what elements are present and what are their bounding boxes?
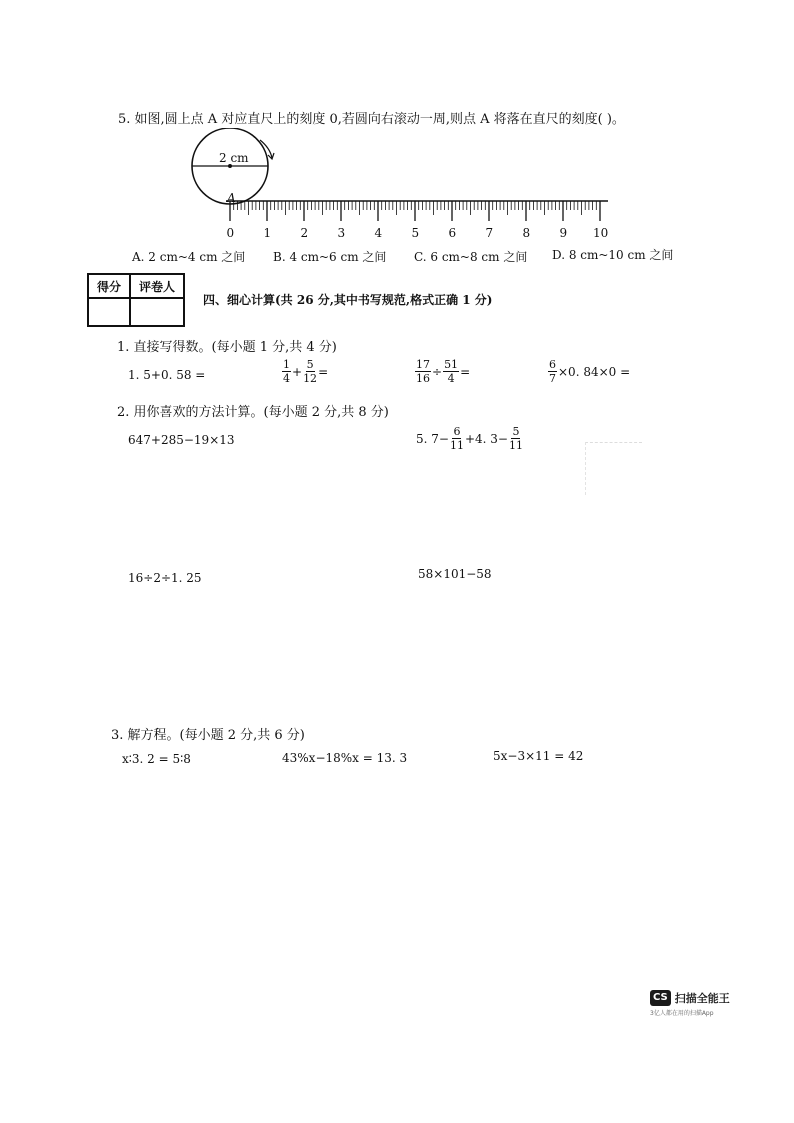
part2-problem-2: 5. 7− $\frac{6}{11}$ +4. 3− $\frac{5}{11}$ bbox=[416, 425, 523, 452]
ruler-tick-label: 2 bbox=[300, 226, 309, 240]
grader-cell bbox=[130, 298, 184, 326]
scanner-watermark bbox=[650, 990, 730, 1017]
part1-problem-4: $\frac{6}{7}$ ×0. 84×0 = bbox=[549, 358, 631, 385]
part1-problem-1: 1. 5+0. 58 = bbox=[128, 368, 206, 382]
part1-problem-2: $\frac{1}{4}$ + $\frac{5}{12}$ = bbox=[283, 358, 329, 385]
ruler-tick-label: 1 bbox=[263, 226, 272, 240]
ruler-tick-label: 10 bbox=[593, 226, 609, 240]
ruler-tick-label: 0 bbox=[226, 226, 235, 240]
part2-problem-3: 16÷2÷1. 25 bbox=[128, 571, 202, 585]
part1-title: 1. 直接写得数。(每小题 1 分,共 4 分) bbox=[117, 340, 337, 355]
q5-text: 5. 如图,圆上点 A 对应直尺上的刻度 0,若圆向右滚动一周,则点 A 将落在直尺的刻度( )。 bbox=[118, 112, 625, 127]
point-a-label: A bbox=[227, 191, 236, 205]
option-b: B. 4 cm~6 cm 之间 bbox=[273, 250, 387, 264]
ruler bbox=[226, 200, 611, 226]
diameter-label: 2 cm bbox=[219, 151, 249, 165]
option-c: C. 6 cm~8 cm 之间 bbox=[414, 250, 528, 264]
option-a: A. 2 cm~4 cm 之间 bbox=[132, 250, 246, 264]
part2-problem-4: 58×101−58 bbox=[418, 567, 492, 581]
watermark-name: 扫描全能王 bbox=[674, 992, 730, 1005]
cs-logo-icon: CS bbox=[650, 990, 671, 1006]
ruler-tick-label: 8 bbox=[522, 226, 531, 240]
part3-problem-1: x∶3. 2 = 5∶8 bbox=[122, 752, 191, 766]
ruler-tick-label: 5 bbox=[411, 226, 420, 240]
ruler-tick-label: 6 bbox=[448, 226, 457, 240]
ruler-tick-label: 7 bbox=[485, 226, 494, 240]
ruler-tick-label: 9 bbox=[559, 226, 568, 240]
part3-problem-2: 43%x−18%x = 13. 3 bbox=[282, 751, 408, 765]
scan-artifact bbox=[585, 442, 642, 495]
grader-header: 评卷人 bbox=[130, 274, 184, 298]
score-header: 得分 bbox=[88, 274, 130, 298]
score-cell bbox=[88, 298, 130, 326]
part3-title: 3. 解方程。(每小题 2 分,共 6 分) bbox=[111, 728, 305, 743]
option-d: D. 8 cm~10 cm 之间 bbox=[552, 248, 674, 262]
part2-title: 2. 用你喜欢的方法计算。(每小题 2 分,共 8 分) bbox=[117, 405, 389, 420]
score-box bbox=[87, 273, 185, 327]
watermark-tagline: 3亿人都在用的扫描App bbox=[650, 1010, 714, 1017]
part2-problem-1: 647+285−19×13 bbox=[128, 433, 235, 447]
part3-problem-3: 5x−3×11 = 42 bbox=[493, 749, 584, 763]
part1-problem-3: $\frac{17}{16}$ ÷ $\frac{51}{4}$ = bbox=[416, 358, 471, 385]
ruler-tick-label: 4 bbox=[374, 226, 383, 240]
section4-title: 四、细心计算(共 26 分,其中书写规范,格式正确 1 分) bbox=[203, 293, 493, 307]
ruler-tick-label: 3 bbox=[337, 226, 346, 240]
